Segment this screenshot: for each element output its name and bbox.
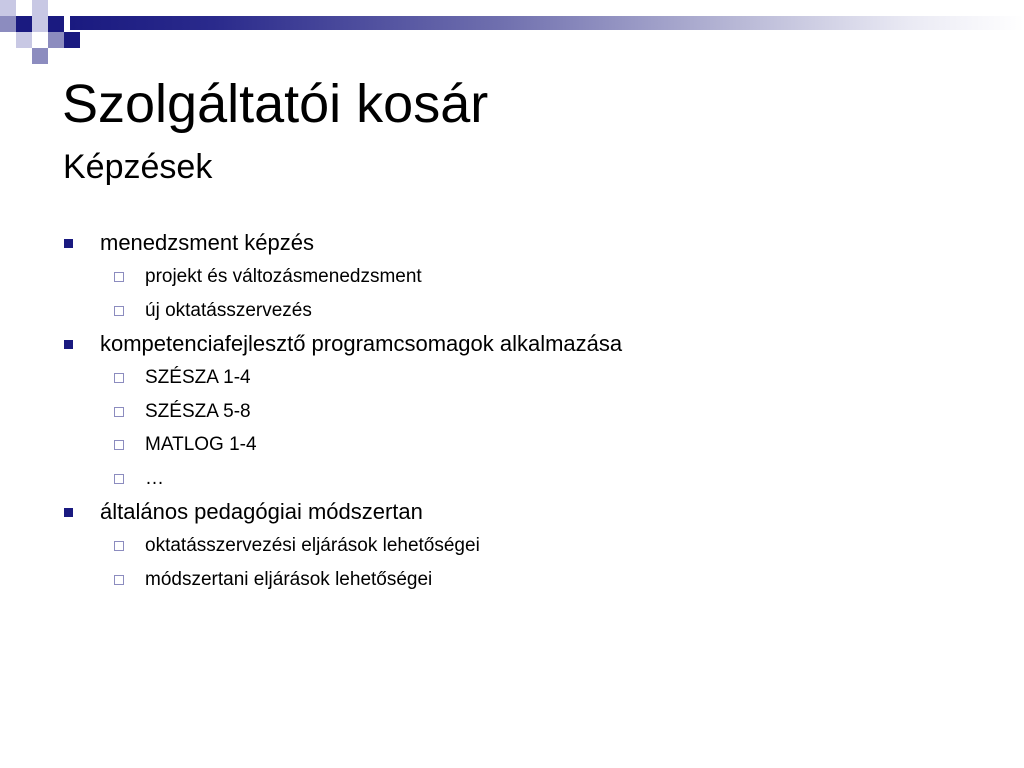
filled-square-bullet-icon — [64, 239, 73, 248]
bullet-text: új oktatásszervezés — [145, 299, 312, 321]
sub-bullet-item — [62, 395, 982, 429]
deco-square — [32, 48, 48, 64]
hollow-square-bullet-icon — [114, 575, 124, 585]
hollow-square-bullet-icon — [114, 407, 124, 417]
deco-square — [32, 0, 48, 16]
bullet-text: általános pedagógiai módszertan — [100, 499, 423, 524]
sub-bullet-item — [62, 529, 982, 563]
slide-title: Szolgáltatói kosár — [62, 74, 489, 134]
bullet-text: menedzsment képzés — [100, 230, 314, 255]
sub-bullet-item — [62, 294, 982, 328]
deco-square — [32, 16, 48, 32]
sub-bullet-item — [62, 361, 982, 395]
deco-square — [0, 16, 16, 32]
deco-square — [16, 0, 32, 16]
sub-bullet-item — [62, 428, 982, 462]
bullet-text: SZÉSZA 5-8 — [145, 400, 251, 422]
bullet-text: … — [145, 467, 164, 489]
deco-square — [16, 32, 32, 48]
hollow-square-bullet-icon — [114, 474, 124, 484]
deco-square — [48, 16, 64, 32]
bullet-item — [62, 327, 982, 361]
hollow-square-bullet-icon — [114, 272, 124, 282]
bullet-text: oktatásszervezési eljárások lehetőségei — [145, 535, 480, 556]
header-gradient-band — [70, 16, 1024, 30]
bullet-item — [62, 495, 982, 529]
filled-square-bullet-icon — [64, 340, 73, 349]
sub-bullet-item — [62, 563, 982, 597]
corner-decoration — [0, 0, 100, 64]
bullet-item — [62, 226, 982, 260]
bullet-text: projekt és változásmenedzsment — [145, 266, 422, 287]
bullet-list — [62, 226, 982, 596]
bullet-text: kompetenciafejlesztő programcsomagok alkalmazása — [100, 331, 623, 356]
bullet-text: MATLOG 1-4 — [145, 434, 257, 455]
filled-square-bullet-icon — [64, 508, 73, 517]
bullet-text: módszertani eljárások lehetőségei — [145, 568, 433, 590]
hollow-square-bullet-icon — [114, 440, 124, 450]
deco-square — [64, 32, 80, 48]
sub-bullet-item — [62, 462, 982, 496]
deco-square — [16, 16, 32, 32]
bullet-text: SZÉSZA 1-4 — [145, 367, 251, 388]
deco-square — [48, 32, 64, 48]
hollow-square-bullet-icon — [114, 541, 124, 551]
slide-subtitle: Képzések — [63, 148, 213, 186]
hollow-square-bullet-icon — [114, 306, 124, 316]
hollow-square-bullet-icon — [114, 373, 124, 383]
deco-square — [0, 0, 16, 16]
sub-bullet-item — [62, 260, 982, 294]
